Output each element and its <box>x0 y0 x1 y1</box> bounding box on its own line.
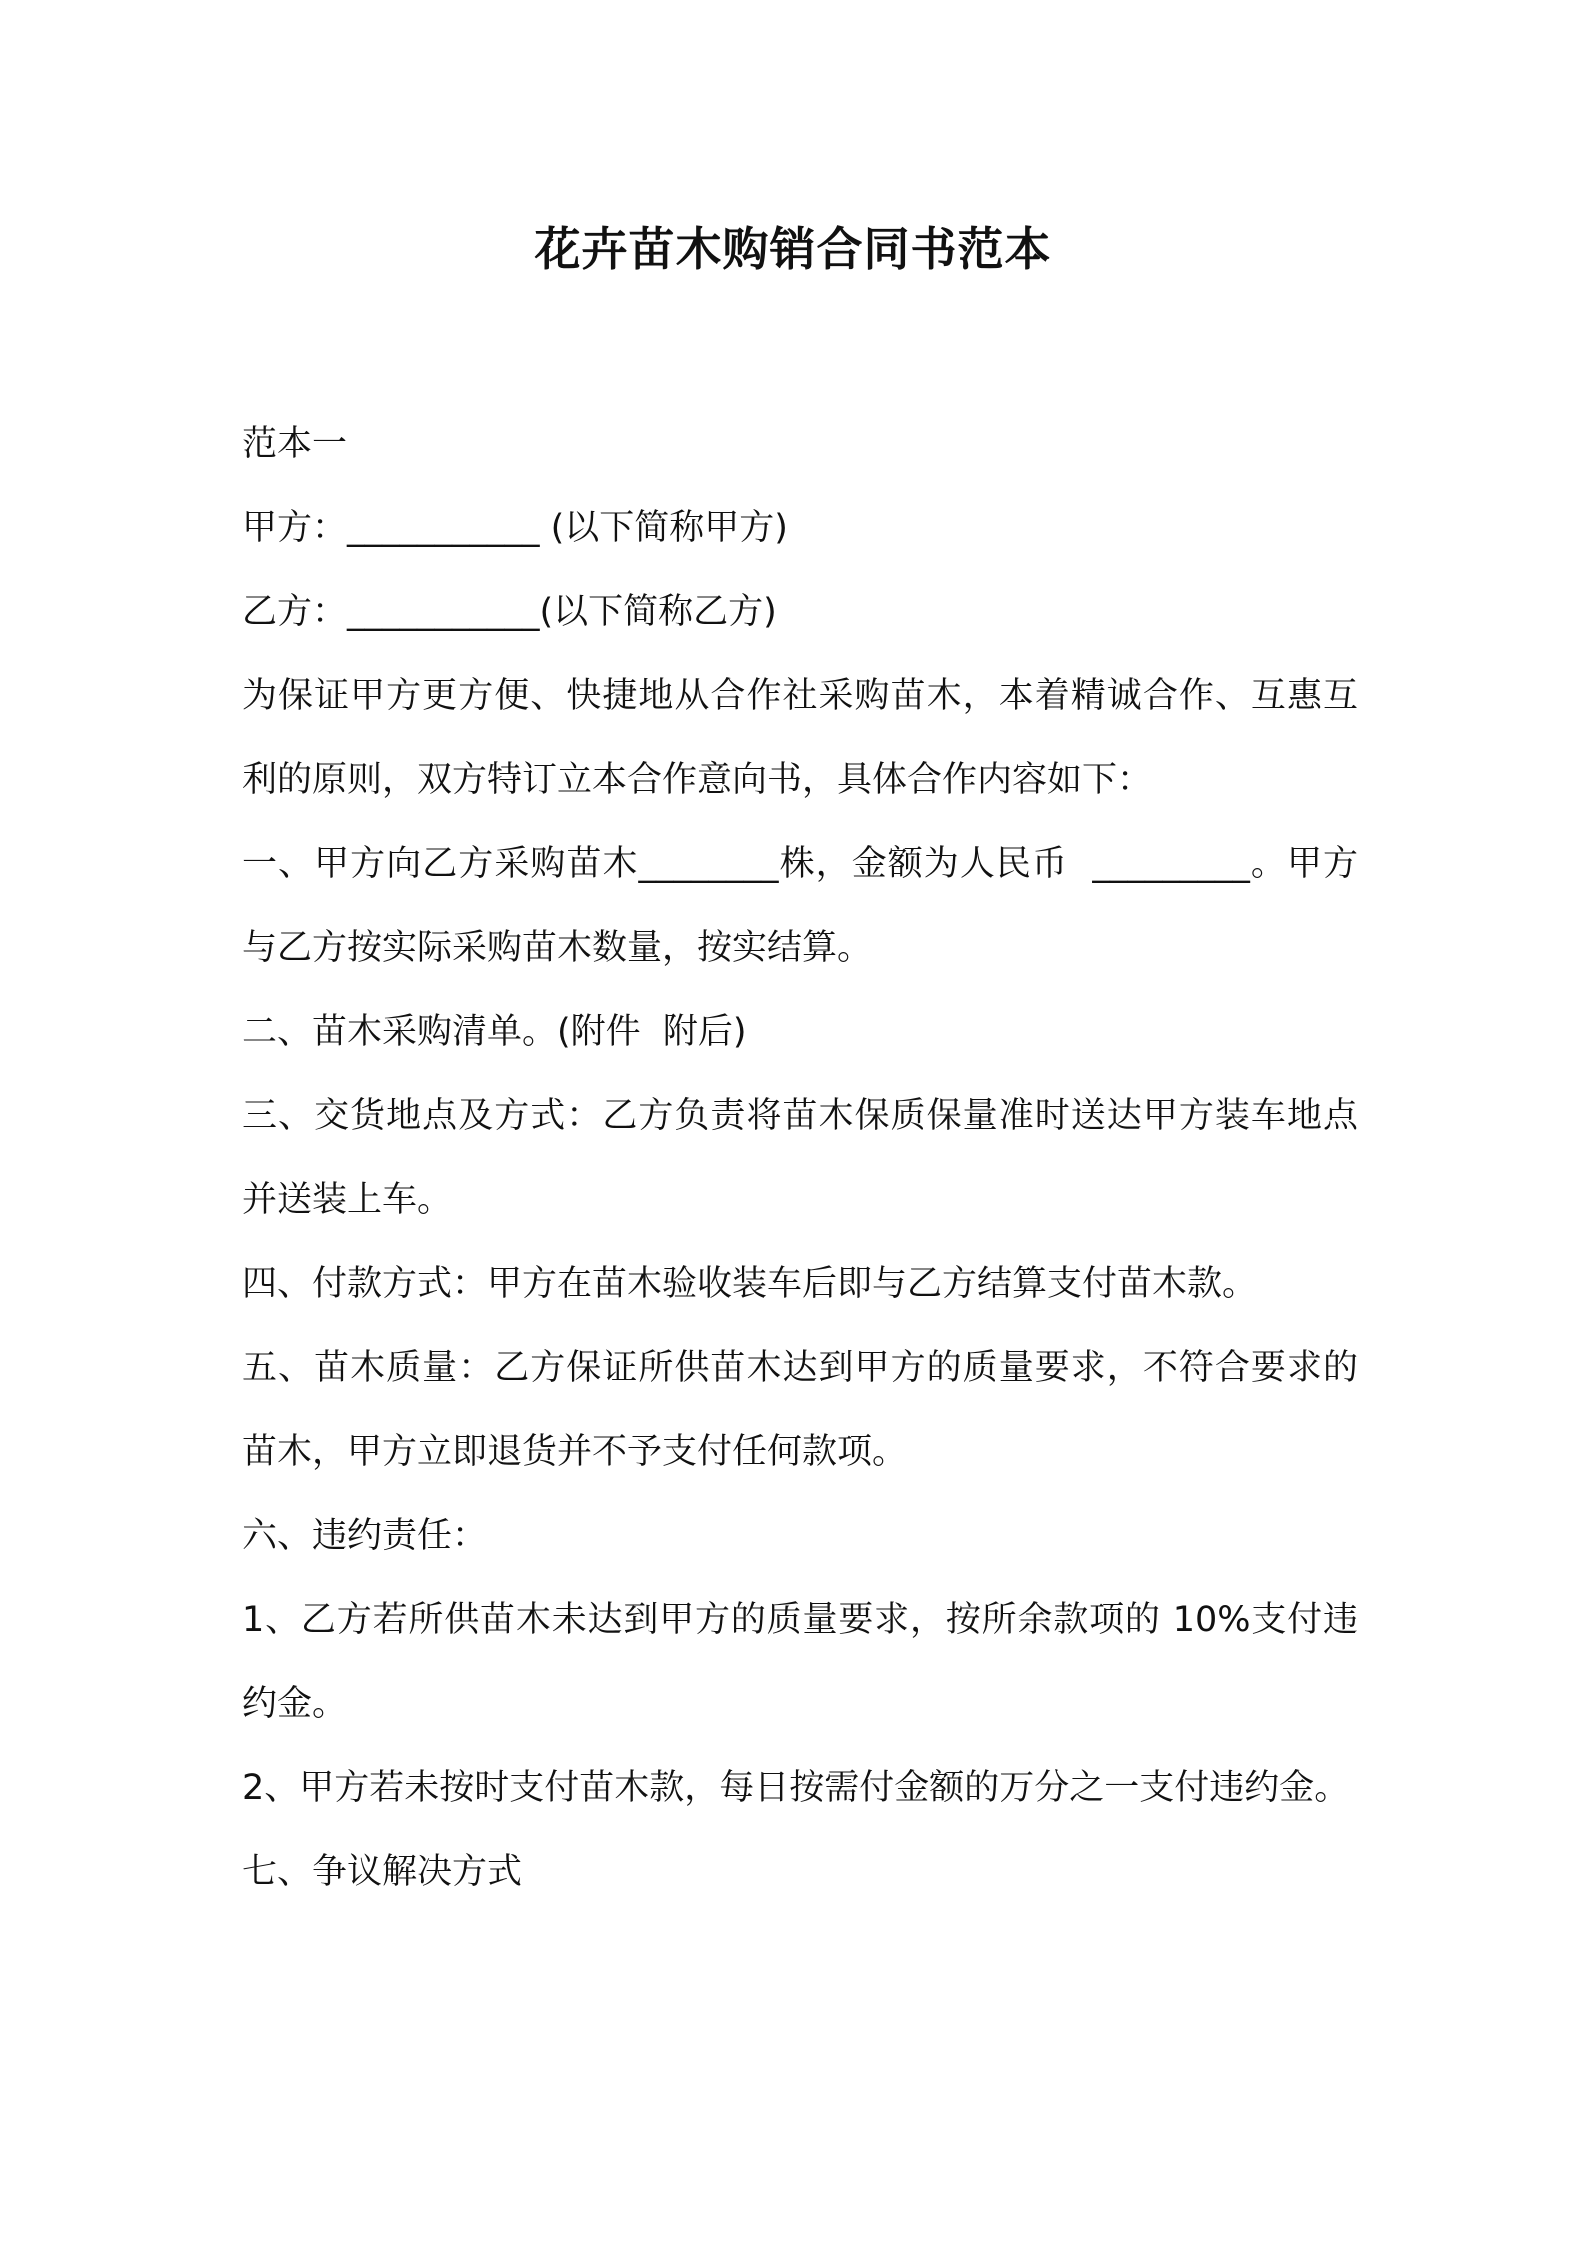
clause-4: 四、付款方式：甲方在苗木验收装车后即与乙方结算支付苗木款。 <box>242 1264 1258 1304</box>
clause-5: 五、苗木质量：乙方保证所供苗木达到甲方的质量要求，不符合要求的苗木，甲方立即退货并不予支付任何款项。 <box>242 1348 1358 1472</box>
document-body <box>242 402 1358 1914</box>
party-b-line: 乙方：___________(以下简称乙方) <box>242 592 777 632</box>
clause-2: 二、苗木采购清单。(附件 附后) <box>242 1012 747 1052</box>
clause-7-heading: 七、争议解决方式 <box>242 1852 523 1892</box>
document-title: 花卉苗木购销合同书范本 <box>534 222 1052 276</box>
clause-6-heading: 六、违约责任： <box>242 1516 488 1556</box>
clause-3: 三、交货地点及方式：乙方负责将苗木保质保量准时送达甲方装车地点并送装上车。 <box>242 1096 1358 1220</box>
party-a-line: 甲方：___________ (以下简称甲方) <box>242 508 788 548</box>
preamble-paragraph: 为保证甲方更方便、快捷地从合作社采购苗木，本着精诚合作、互惠互利的原则，双方特订立本合作意向书，具体合作内容如下： <box>242 676 1358 800</box>
clause-6-item-1: 1、乙方若所供苗木未达到甲方的质量要求，按所余款项的 10%支付违约金。 <box>242 1600 1358 1724</box>
clause-6-item-2: 2、甲方若未按时支付苗木款，每日按需付金额的万分之一支付违约金。 <box>242 1768 1350 1808</box>
clause-1: 一、甲方向乙方采购苗木________株，金额为人民币 _________。甲方与乙方按实际采购苗木数量，按实结算。 <box>242 844 1358 968</box>
section-label: 范本一 <box>242 424 348 464</box>
